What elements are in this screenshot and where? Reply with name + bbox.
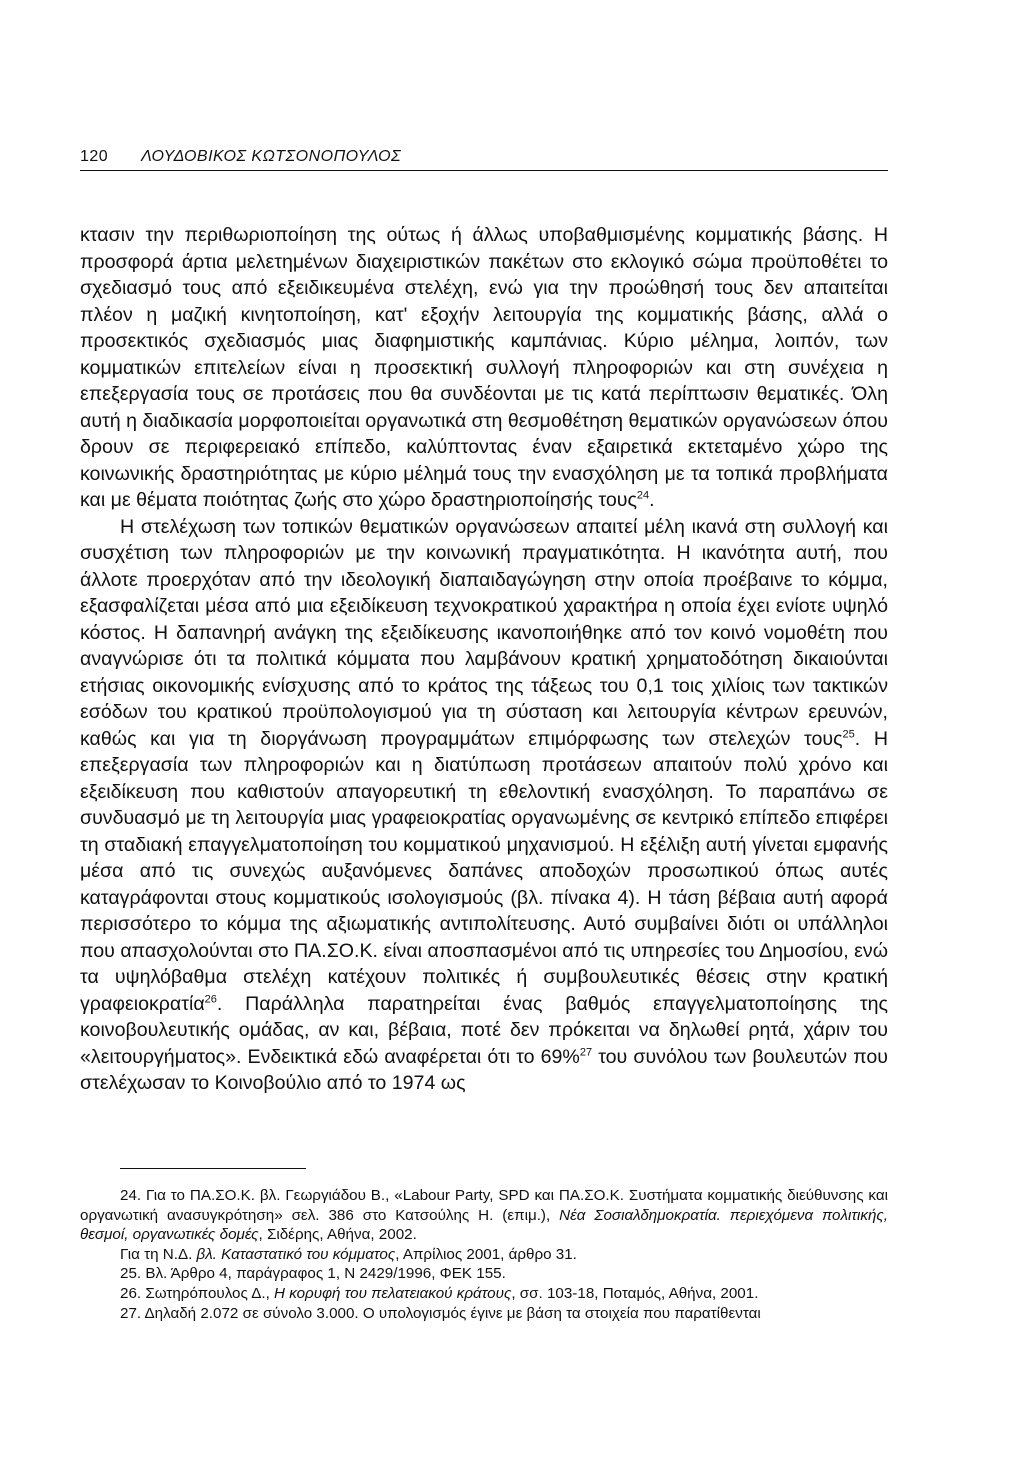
page-number: 120 bbox=[80, 148, 109, 165]
footnote-ref-25: 25 bbox=[842, 727, 855, 740]
book-page bbox=[80, 0, 900, 1484]
main-text bbox=[80, 222, 888, 1097]
paragraph-2-seg-2: . Η επεξεργασία των πληροφοριών και η διατύπωση προτάσεων απαιτούν πολύ χρόνο και εξειδίκευση που καθιστούν απαγορευτική τη εθελοντική ενασχόληση. Το παραπάνω σε συνδυασμό με τη λειτουργία μιας γραφειοκρατίας οργανωμένης σε κεντρικό επίπεδο επιφέρει τη σταδιακή επαγγελματοποίηση του κομματικού μηχανισμού. Η εξέλιξη αυτή γίνεται εμφανής μέσα από τις συνεχώς αυξανόμενες δαπάνες αποδοχών προσωπικού όπως αυτές καταγράφονται στους κομματικούς ισολογισμούς (βλ. πίνακα 4). Η τάση βέβαια αυτή αφορά περισσότερο το κόμμα της αξιωματικής αντιπολίτευσης. Αυτό συμβαίνει διότι οι υπάλληλοι που απασχολούνται στο ΠΑ.ΣΟ.Κ. είναι αποσπασμένοι από τις υπηρεσίες του Δημοσίου, ενώ τα υψηλόβαθμα στελέχη κατέχουν πολιτικές ή συμβουλευτικές θέσεις στην κρατική γραφειοκρατία bbox=[80, 727, 888, 1015]
footnote-ref-26: 26 bbox=[204, 992, 217, 1005]
footnote-26-end: , σσ. 103-18, Ποταμός, Αθήνα, 2001. bbox=[511, 1284, 759, 1302]
footnote-24-title: Νέα Σοσιαλδημοκρατία. περιεχόμενα πολιτικής, θεσμοί, οργανωτικές δομές bbox=[80, 1206, 889, 1244]
footnote-24-cont-end: , Απρίλιος 2001, άρθρο 31. bbox=[395, 1245, 577, 1263]
footnote-separator bbox=[120, 1168, 306, 1169]
footnote-24-end: , Σιδέρης, Αθήνα, 2002. bbox=[258, 1226, 417, 1244]
paragraph-2 bbox=[80, 514, 888, 1097]
footnote-26-text: 26. Σωτηρόπουλος Δ., bbox=[120, 1284, 275, 1302]
paragraph-2-seg-4: του συνόλου των βουλευτών που στελέχωσαν το Κοινοβούλιο από το 1974 ως bbox=[80, 1045, 889, 1094]
footnotes bbox=[80, 1186, 888, 1323]
footnote-ref-27: 27 bbox=[579, 1045, 593, 1058]
paragraph-2-seg-3: . Παράλληλα παρατηρείται ένας βαθμός επαγγελματοποίησης της κοινοβουλευτικής ομάδας, αν και, βέβαια, ποτέ δεν πρόκειται να δηλωθεί ρητά, χάριν του «λειτουργήματος». Ενδεικτικά εδώ αναφέρεται ότι το 69% bbox=[80, 992, 888, 1068]
footnote-24-cont bbox=[80, 1245, 888, 1265]
running-header bbox=[80, 148, 888, 171]
footnote-24-cont-text: Για τη Ν.Δ. bbox=[120, 1245, 197, 1263]
footnote-26-title: Η κορυφή του πελατειακού κράτους bbox=[274, 1284, 512, 1302]
running-header-author: ΛΟΥΔΟΒΙΚΟΣ ΚΩΤΣΟΝΟΠΟΥΛΟΣ bbox=[141, 148, 402, 165]
footnote-25: 25. Βλ. Άρθρο 4, παράγραφος 1, Ν 2429/1996, ΦΕΚ 155. bbox=[120, 1265, 506, 1283]
footnote-24-text: 24. Για το ΠΑ.ΣΟ.Κ. βλ. Γεωργιάδου Β., «Labour Party, SPD και ΠΑ.ΣΟ.Κ. Συστήματα κομματικής διεύθυνσης και οργανωτική ανασυγκρότηση» σελ. 386 στο Κατσούλης Η. (επιμ.), bbox=[80, 1187, 888, 1224]
footnote-26 bbox=[80, 1284, 888, 1304]
paragraph-1-text: κτασιν την περιθωριοποίηση της ούτως ή άλλως υποβαθμισμένης κομματικής βάσης. Η προσφορά άρτια μελετημένων διαχειριστικών πακέτων στο εκλογικό σώμα προϋποθέτει το σχεδιασμό τους από εξειδικευμένα στελέχη, ενώ για την προώθησή τους δεν απαιτείται πλέον η μαζική κινητοποίηση, κατ' εξοχήν λειτουργία της κομματικής βάσης, αλλά ο προσεκτικός σχεδιασμός μιας διαφημιστικής καμπάνιας. Κύριο μέλημα, λοιπόν, των κομματικών επιτελείων είναι η προσεκτική συλλογή πληροφοριών και στη συνέχεια η επεξεργασία τους σε προτάσεις που θα συνδέονται με τις κατά περίπτωσιν θεματικές. Όλη αυτή η διαδικασία μορφοποιείται οργανωτικά στη θεσμοθέτηση θεματικών οργανώσεων όπου δρουν σε περιφερειακό επίπεδο, καλύπτοντας έναν εξαιρετικά εκτεταμένο χώρο της κοινωνικής δραστηριότητας με κύριο μέλημά τους την ενασχόληση με τα τοπικά προβλήματα και με θέματα ποιότητας ζωής στο χώρο δραστηριοποίησής τους bbox=[80, 224, 888, 511]
footnote-27: 27. Δηλαδή 2.072 σε σύνολο 3.000. Ο υπολογισμός έγινε με βάση τα στοιχεία που παρατίθενται bbox=[120, 1304, 761, 1322]
paragraph-1 bbox=[80, 222, 888, 514]
footnote-24 bbox=[80, 1186, 888, 1245]
footnote-24-cont-title: βλ. Καταστατικό του κόμματος bbox=[196, 1245, 396, 1263]
paragraph-2-seg-1: Η στελέχωση των τοπικών θεματικών οργανώσεων απαιτεί μέλη ικανά στη συλλογή και συσχέτιση των πληροφοριών με την κοινωνική πραγματικότητα. Η ικανότητα αυτή, που άλλοτε προερχόταν από την ιδεολογική διαπαιδαγώγηση στην οποία προέβαινε το κόμμα, εξασφαλίζεται μέσα από μια εξειδίκευση τεχνοκρατικού χαρακτήρα η οποία έχει ενίοτε υψηλό κόστος. Η δαπανηρή ανάγκη της εξειδίκευσης ικανοποιήθηκε από τον κοινό νομοθέτη που αναγνώρισε ότι τα πολιτικά κόμματα που λαμβάνουν κρατική χρηματοδότηση δικαιούνται ετήσιας οικονομικής ενίσχυσης από το κράτος της τάξεως του 0,1 τοις χιλίοις των τακτικών εσόδων του κρατικού προϋπολογισμού για τη σύσταση και λειτουργία κέντρων ερευνών, καθώς και για τη διοργάνωση προγραμμάτων επιμόρφωσης των στελεχών τους bbox=[80, 515, 888, 750]
paragraph-1-end: . bbox=[649, 489, 655, 511]
footnote-ref-24: 24 bbox=[636, 489, 650, 502]
